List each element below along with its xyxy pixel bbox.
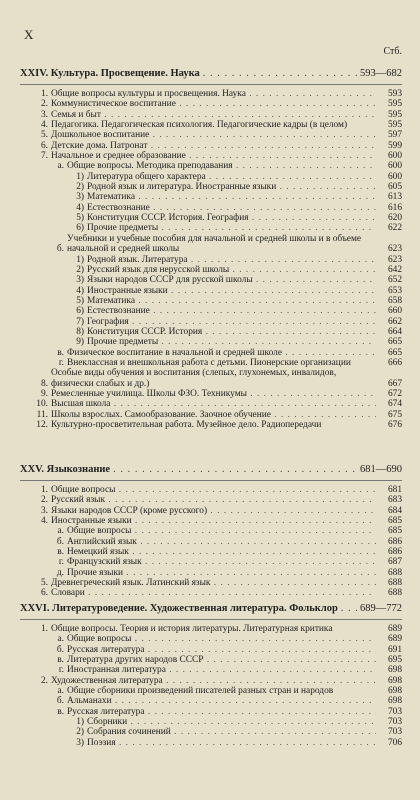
- toc-entry: [20, 578, 402, 588]
- entry-title: Общие вопросы культуры и просвещения. Наука . . .: [48, 89, 376, 99]
- entry-title: Древнегреческий язык. Латинский язык . . .: [48, 578, 376, 588]
- entry-page: 662: [387, 316, 402, 327]
- section-range: 593—682: [360, 68, 402, 79]
- toc-entry: [20, 588, 402, 598]
- toc-entry: [20, 234, 402, 255]
- entry-page: 683: [387, 495, 402, 506]
- entry-page: 689: [387, 624, 402, 634]
- entry-number: 4.: [40, 516, 48, 527]
- toc-entry: [20, 358, 402, 368]
- toc-entry: [20, 634, 402, 644]
- entry-number: 5): [76, 295, 84, 306]
- entry-number: г.: [58, 665, 64, 676]
- entry-number: а.: [57, 634, 64, 645]
- toc-entry: [20, 516, 402, 526]
- entry-number: 2.: [40, 675, 48, 686]
- entry-page: 688: [387, 588, 402, 599]
- toc-entry: [20, 485, 402, 495]
- entry-number: 2): [76, 182, 84, 193]
- entry-page: 703: [387, 706, 402, 717]
- page-number: X: [24, 27, 34, 42]
- entry-number: 6): [76, 306, 84, 317]
- entry-page: 688: [387, 567, 402, 578]
- entry-page: 667: [387, 378, 402, 389]
- entry-page: 681: [387, 485, 402, 495]
- entry-page: 605: [387, 182, 402, 193]
- toc-entry: [20, 568, 402, 578]
- entry-page: 675: [387, 409, 402, 420]
- entry-number: 6): [76, 223, 84, 234]
- entry-number: 2): [76, 264, 84, 275]
- section-range: 681—690: [360, 464, 402, 475]
- entry-page: 686: [387, 547, 402, 558]
- column-header: Стб.: [383, 46, 402, 57]
- entry-page: 698: [387, 686, 402, 697]
- toc-entry: [20, 130, 402, 140]
- entry-number: в.: [57, 655, 64, 666]
- entry-page: 703: [387, 717, 402, 728]
- entry-list: [20, 624, 402, 748]
- entry-title: Естествознание . . .: [84, 306, 376, 316]
- section-range: 689—772: [360, 603, 402, 614]
- entry-number: а.: [57, 686, 64, 697]
- entry-list: [20, 485, 402, 599]
- toc-entry: [20, 110, 402, 120]
- entry-title: Конституция СССР. История. География . . .: [84, 213, 376, 223]
- toc-entry: [20, 348, 402, 358]
- entry-number: г.: [58, 557, 64, 568]
- entry-page: 600: [387, 151, 402, 162]
- toc-entry: [20, 99, 402, 109]
- section-title-text: XXVI. Литературоведение. Художественная литература. Фольклор: [20, 603, 338, 614]
- entry-number: 4.: [40, 120, 48, 131]
- entry-number: 3): [76, 192, 84, 203]
- entry-title: Словари . . .: [48, 588, 376, 598]
- entry-title: Иностранные языки . . .: [84, 286, 376, 296]
- entry-title: Детские дома. Патронат . . .: [48, 141, 376, 151]
- entry-title: Английский язык . . .: [64, 537, 376, 547]
- entry-title: Литература других народов СССР . . .: [64, 655, 376, 665]
- entry-page: 676: [387, 420, 402, 430]
- entry-number: б.: [56, 536, 64, 547]
- entry-page: 658: [387, 295, 402, 306]
- toc-entry: [20, 557, 402, 567]
- entry-number: 9): [76, 337, 84, 348]
- section-xxvi: [20, 603, 402, 748]
- entry-page: 623: [387, 254, 402, 265]
- entry-title: Школы взрослых. Самообразование. Заочное обучение . . .: [48, 410, 376, 420]
- entry-number: 3): [76, 275, 84, 286]
- entry-number: 1.: [40, 89, 48, 99]
- entry-title: Общие вопросы . . .: [64, 634, 376, 644]
- entry-page: 674: [387, 399, 402, 410]
- toc-entry: [20, 399, 402, 409]
- entry-page: 597: [387, 130, 402, 141]
- entry-title: Немецкий язык . . .: [64, 547, 376, 557]
- entry-page: 613: [387, 192, 402, 203]
- entry-title: Математика . . .: [84, 192, 376, 202]
- toc-entry: [20, 213, 402, 223]
- entry-page: 593: [387, 89, 402, 99]
- entry-title: Естествознание . . .: [84, 203, 376, 213]
- entry-number: б.: [56, 696, 64, 707]
- entry-number: 4): [76, 202, 84, 213]
- toc-entry: [20, 655, 402, 665]
- entry-title: Ремесленные училища. Школы ФЗО. Техникумы . . .: [48, 389, 376, 399]
- entry-title: Дошкольное воспитание . . .: [48, 130, 376, 140]
- entry-number: 1): [76, 254, 84, 265]
- toc-entry: [20, 495, 402, 505]
- entry-title: Языки народов СССР для русской школы . . .: [84, 275, 376, 285]
- entry-title: География . . .: [84, 317, 376, 327]
- entry-title: Русская литература . . .: [64, 645, 376, 655]
- toc-entry: [20, 203, 402, 213]
- section-title: [20, 68, 402, 79]
- toc-entry: [20, 141, 402, 151]
- entry-number: б.: [56, 644, 64, 655]
- entry-number: д.: [56, 567, 64, 578]
- entry-page: 686: [387, 536, 402, 547]
- toc-entry: [20, 192, 402, 202]
- entry-title: Высшая школа . . .: [48, 399, 376, 409]
- entry-page: 595: [387, 109, 402, 120]
- entry-page: 695: [387, 655, 402, 666]
- entry-title: Прочие языки . . .: [64, 568, 376, 578]
- entry-title: Семья и быт . . .: [48, 110, 376, 120]
- toc-entry: [20, 306, 402, 316]
- entry-page: 672: [387, 388, 402, 399]
- divider: [20, 619, 402, 620]
- toc-entry: [20, 275, 402, 285]
- entry-page: 622: [387, 223, 402, 234]
- entry-page: 685: [387, 516, 402, 527]
- entry-title: Общие вопросы. Теория и история литературы. Литературная критика: [51, 624, 333, 634]
- entry-number: 5.: [40, 130, 48, 141]
- entry-title: Коммунистическое воспитание . . .: [48, 99, 376, 109]
- entry-title: Общие вопросы. Методика преподавания . . .: [64, 161, 376, 171]
- entry-page: 665: [387, 347, 402, 358]
- section-title: [20, 464, 402, 475]
- entry-number: 3.: [40, 109, 48, 120]
- entry-page: 623: [387, 244, 402, 255]
- entry-title: Русская литература . . .: [64, 707, 376, 717]
- entry-title: Математика . . .: [84, 296, 376, 306]
- entry-page: 600: [387, 161, 402, 172]
- toc-entry: [20, 286, 402, 296]
- toc-entry: [20, 624, 402, 634]
- entry-page: 706: [387, 737, 402, 748]
- entry-title: Конституция СССР. История . . .: [84, 327, 376, 337]
- toc-entry: [20, 696, 402, 706]
- entry-number: 5.: [40, 578, 48, 589]
- toc-entry: [20, 717, 402, 727]
- entry-number: 7): [76, 316, 84, 327]
- toc-entry: [20, 410, 402, 420]
- entry-page: 698: [387, 665, 402, 676]
- entry-title: Поэзия . . .: [84, 738, 376, 748]
- entry-page: 620: [387, 213, 402, 224]
- entry-title: Учебники и учебные пособия для начальной и средней школы и в объеме начальной и средней школы: [67, 233, 362, 255]
- entry-title: Русский язык для нерусской школы . . .: [84, 265, 376, 275]
- section-title: [20, 603, 402, 614]
- entry-title: Начальное и среднее образование . . .: [48, 151, 376, 161]
- entry-page: 599: [387, 140, 402, 151]
- toc-entry: [20, 368, 402, 389]
- toc-entry: [20, 506, 402, 516]
- entry-number: 2.: [40, 99, 48, 110]
- toc-entry: [20, 89, 402, 99]
- entry-page: 595: [387, 99, 402, 110]
- toc-entry: [20, 537, 402, 547]
- entry-number: 11.: [36, 409, 48, 420]
- toc-entry: [20, 676, 402, 686]
- entry-page: 664: [387, 326, 402, 337]
- entry-title: Общие вопросы . . .: [48, 485, 376, 495]
- entry-page: 689: [387, 634, 402, 645]
- entry-title: Общие сборники произведений писателей разных стран и народов: [67, 686, 334, 697]
- entry-page: 687: [387, 557, 402, 568]
- entry-title: Иностранная литература . . .: [64, 665, 376, 675]
- toc-entry: [20, 727, 402, 737]
- toc-entry: [20, 337, 402, 347]
- entry-page: 698: [387, 675, 402, 686]
- entry-number: 1.: [40, 624, 48, 634]
- entry-page: 595: [387, 120, 402, 131]
- divider: [20, 480, 402, 481]
- toc-entry: [20, 547, 402, 557]
- entry-title: Культурно-просветительная работа. Музейное дело. Радиопередачи: [51, 420, 322, 430]
- entry-title: Физическое воспитание в начальной и средней школе . . .: [64, 348, 376, 358]
- entry-title: Языки народов СССР (кроме русского) . . .: [48, 506, 376, 516]
- entry-number: 2): [76, 727, 84, 738]
- entry-number: в.: [57, 347, 64, 358]
- entry-page: 653: [387, 285, 402, 296]
- entry-title: Родной язык. Литература . . .: [84, 255, 376, 265]
- entry-page: 688: [387, 578, 402, 589]
- entry-title: Иностранные языки . . .: [48, 516, 376, 526]
- entry-title: Сборники . . .: [84, 717, 376, 727]
- entry-title: Литература общего характера . . .: [84, 172, 376, 182]
- leader-dots: [113, 464, 357, 475]
- toc-entry: [20, 172, 402, 182]
- entry-number: 6.: [40, 588, 48, 599]
- toc-entry: [20, 296, 402, 306]
- entry-number: 8): [76, 326, 84, 337]
- section-xxv: [20, 464, 402, 599]
- toc-entry: [20, 645, 402, 655]
- entry-number: 9.: [40, 388, 48, 399]
- entry-number: 6.: [40, 140, 48, 151]
- toc-entry: [20, 223, 402, 233]
- entry-number: 2.: [40, 495, 48, 506]
- entry-title: Русский язык . . .: [48, 495, 376, 505]
- entry-page: 642: [387, 264, 402, 275]
- toc-entry: [20, 526, 402, 536]
- entry-number: в.: [57, 547, 64, 558]
- entry-page: 685: [387, 526, 402, 537]
- leader-dots: [341, 603, 357, 614]
- entry-number: 12.: [36, 420, 48, 430]
- section-title-text: XXV. Языкознание: [20, 464, 111, 475]
- toc-entry: [20, 151, 402, 161]
- entry-number: 4): [76, 285, 84, 296]
- entry-number: 1): [76, 717, 84, 728]
- toc-entry: [20, 120, 402, 130]
- entry-page: 600: [387, 171, 402, 182]
- entry-title: Собрания сочинений . . .: [84, 727, 376, 737]
- entry-number: 1.: [40, 485, 48, 495]
- toc-entry: [20, 327, 402, 337]
- entry-title: Альманахи . . .: [64, 696, 376, 706]
- leader-dots: [203, 68, 357, 79]
- entry-title: Внеклассная и внешкольная работа с детьми. Пионерские организации: [67, 357, 351, 368]
- entry-number: 7.: [40, 151, 48, 162]
- entry-title: Прочие предметы . . .: [84, 337, 376, 347]
- entry-number: 5): [76, 213, 84, 224]
- entry-page: 698: [387, 696, 402, 707]
- entry-number: 1): [76, 171, 84, 182]
- entry-page: 652: [387, 275, 402, 286]
- entry-number: г.: [58, 357, 64, 368]
- toc-entry: [20, 686, 402, 696]
- entry-number: 3): [76, 737, 84, 748]
- entry-number: 3.: [40, 505, 48, 516]
- entry-number: а.: [57, 526, 64, 537]
- entry-number: 10.: [36, 399, 48, 410]
- entry-title: Прочие предметы . . .: [84, 223, 376, 233]
- entry-number: в.: [57, 706, 64, 717]
- toc-entry: [20, 255, 402, 265]
- section-title-text: XXIV. Культура. Просвещение. Наука: [20, 68, 200, 79]
- toc-entry: [20, 161, 402, 171]
- entry-page: 616: [387, 202, 402, 213]
- entry-title: Французский язык . . .: [64, 557, 376, 567]
- toc-entry: [20, 665, 402, 675]
- toc-entry: [20, 738, 402, 748]
- toc-entry: [20, 182, 402, 192]
- toc-entry: [20, 317, 402, 327]
- section-xxiv: [20, 68, 402, 430]
- toc-entry: [20, 707, 402, 717]
- toc-entry: [20, 265, 402, 275]
- entry-title: Особые виды обучения и воспитания (слепых, глухонемых, инвалидов, физически слабых и др.): [51, 368, 337, 389]
- entry-number: 8.: [40, 378, 48, 389]
- toc-entry: [20, 420, 402, 430]
- entry-page: 703: [387, 727, 402, 738]
- entry-list: [20, 89, 402, 430]
- entry-page: 666: [387, 357, 402, 368]
- entry-number: б.: [56, 244, 64, 255]
- entry-title: Художественная литература . . .: [48, 676, 376, 686]
- entry-number: а.: [57, 161, 64, 172]
- toc-entry: [20, 389, 402, 399]
- entry-title: Общие вопросы . . .: [64, 526, 376, 536]
- entry-page: 665: [387, 337, 402, 348]
- entry-title: Педагогика. Педагогическая психология. Педагогические кадры (в целом): [51, 120, 348, 131]
- entry-page: 660: [387, 306, 402, 317]
- entry-title: Родной язык и литература. Иностранные языки . . .: [84, 182, 376, 192]
- entry-page: 684: [387, 505, 402, 516]
- entry-page: 691: [387, 644, 402, 655]
- divider: [20, 84, 402, 85]
